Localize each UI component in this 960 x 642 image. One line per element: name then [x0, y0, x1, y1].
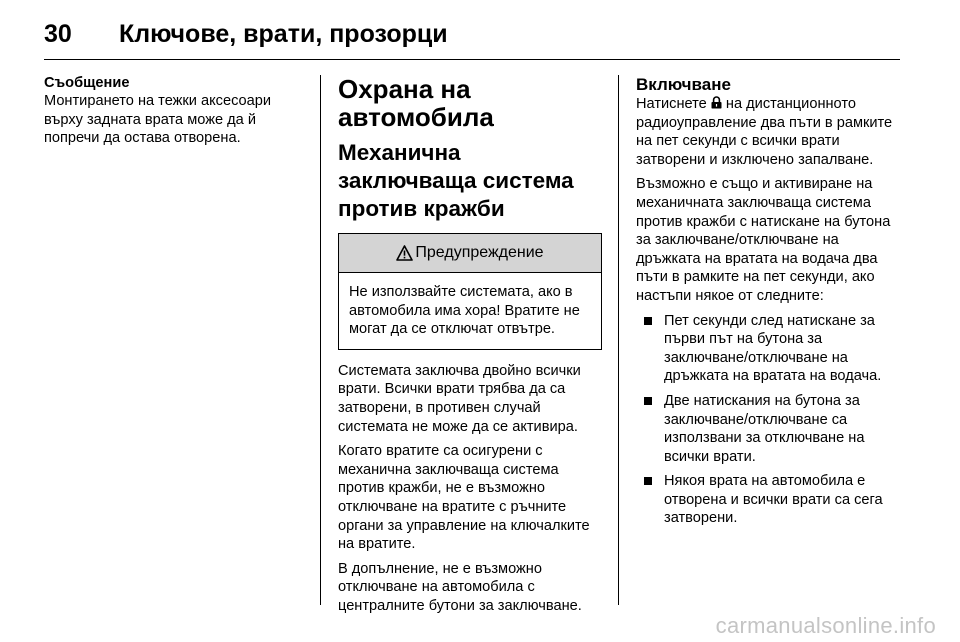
bullet-square-icon [644, 397, 652, 405]
intro-after-icon: на дистанционното радиоуправление два пъти в рамките на пет секунди с всички врати затворени и изключено запалване. [636, 96, 893, 168]
paragraph-1: Системата заключва двойно всички врати. Всички врати трябва да са затворени, в противен случай системата не може да се активира. [338, 362, 581, 435]
column-divider-2 [618, 75, 619, 605]
list-item: Пет секунди след натискане за първи път на бутона за заключване/отключване на дръжката на вратата на водача. [636, 312, 904, 386]
bullet-square-icon [644, 317, 652, 325]
chapter-title: Ключове, врати, прозорци [119, 20, 448, 48]
lock-icon [711, 96, 722, 109]
section-heading-activation: Включване [636, 75, 731, 94]
bullet-square-icon [644, 477, 652, 485]
list-item: Две натискания на бутона за заключване/отключване са използвани за отключване на всички врати. [636, 392, 904, 466]
header-rule [44, 59, 900, 60]
column-1 [44, 75, 306, 148]
note-title: Съобщение [44, 75, 130, 91]
warning-title: Предупреждение [415, 244, 544, 261]
list-item: Някоя врата на автомобила е отворена и всички врати са сега затворени. [636, 472, 904, 528]
paragraph-3: В допълнение, не е възможно отключване на автомобила с централните бутони за заключване. [338, 560, 582, 614]
section-heading: Охрана на автомобила [338, 74, 494, 132]
note-text: Монтирането на тежки аксесоари върху задната врата може да й попречи да остава отворена. [44, 93, 272, 147]
subsection-heading: Механична заключваща система против кражби [338, 140, 574, 221]
conditions-list [636, 312, 904, 529]
intro-paragraph [636, 95, 904, 169]
watermark: carmanualsonline.info [715, 613, 936, 638]
column-divider-1 [320, 75, 321, 605]
conditions-paragraph: Възможно е също и активиране на механичната заключваща система против кражби с натискане на бутона за заключване/отключване на дръжката на вратата на водача два пъти в рамките на пет секунди, ако настъпи някое от следните: [636, 176, 891, 304]
warning-header [339, 234, 601, 273]
intro-before-icon: Натиснете [636, 96, 707, 112]
warning-box [338, 233, 602, 350]
paragraph-2: Когато вратите са осигурени с механична заключваща система против кражби, не е възможно отключване на вратите с ръчните органи за управление на ключалките на вратите. [338, 443, 590, 553]
column-2 [338, 75, 604, 616]
page-header [44, 20, 904, 56]
page-number: 30 [44, 20, 72, 48]
column-3 [636, 75, 904, 528]
warning-text: Не използвайте системата, ако в автомобила има хора! Вратите не могат да се отключат отвътре. [349, 284, 580, 338]
warning-triangle-icon [396, 245, 413, 261]
